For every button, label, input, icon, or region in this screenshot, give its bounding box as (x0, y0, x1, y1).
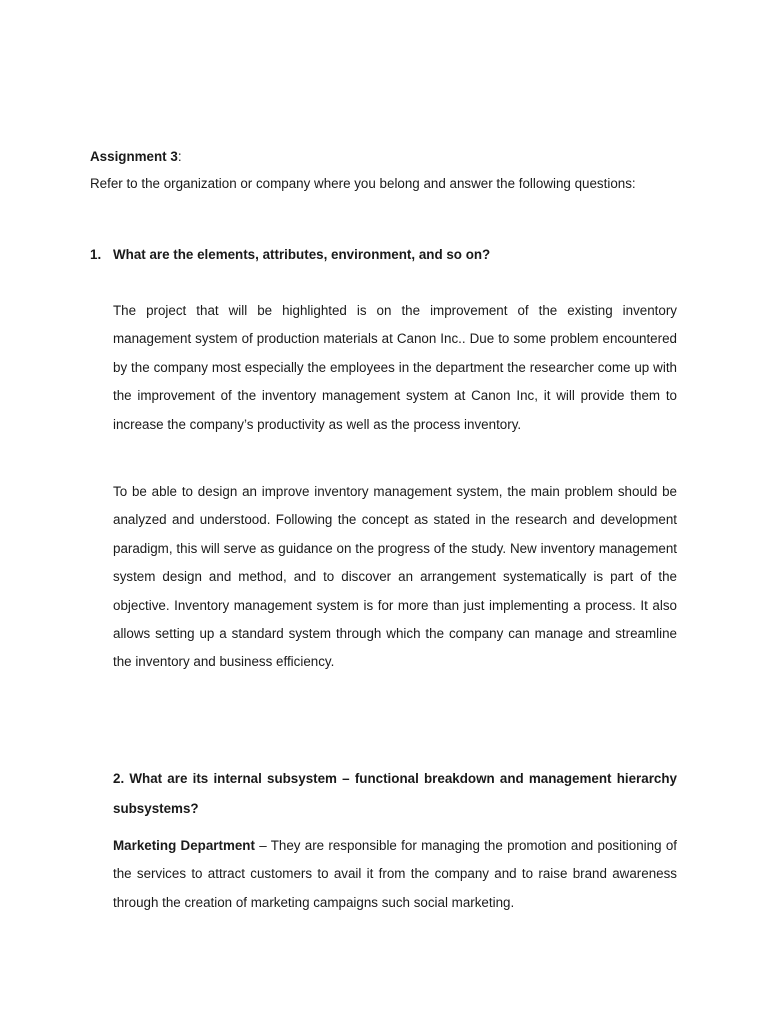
question-1-number: 1. (90, 247, 102, 262)
marketing-department-description: – They are responsible for managing the promotion and positioning of the services to attract customers to avail it from the company and to raise brand awareness through the creation of marketing campaigns such social marketing. (113, 838, 677, 910)
assignment-title-colon: : (177, 149, 182, 164)
question-1-text: What are the elements, attributes, environment, and so on? (113, 247, 491, 262)
answer-1-paragraph-1: The project that will be highlighted is on the improvement of the existing inventory management system of production materials at Canon Inc.. Due to some problem encountered by the company most especially the employees in the department the researcher come up with the improvement of the inventory management system at Canon Inc, it will provide them to increase the company’s productivity as well as the process inventory. (113, 303, 677, 432)
answer-1-paragraph-2: To be able to design an improve inventory management system, the main problem should be analyzed and understood. Following the concept as stated in the research and development paradigm, this will serve as guidance on the progress of the study. New inventory management system design and method, and to discover an arrangement systematically is part of the objective. Inventory management system is for more than just implementing a process. It also allows setting up a standard system through which the company can manage and streamline the inventory and business efficiency. (113, 484, 677, 670)
assignment-title: Assignment 3 (90, 149, 178, 164)
question-1 (90, 246, 690, 264)
assignment-intro: Refer to the organization or company where you belong and answer the following questions: (90, 176, 636, 191)
assignment-heading (90, 148, 690, 166)
answer-2-paragraph (113, 832, 677, 917)
marketing-department-label: Marketing Department (113, 838, 255, 853)
question-2: 2. What are its internal subsystem – functional breakdown and management hierarchy subsystems? (113, 771, 677, 816)
